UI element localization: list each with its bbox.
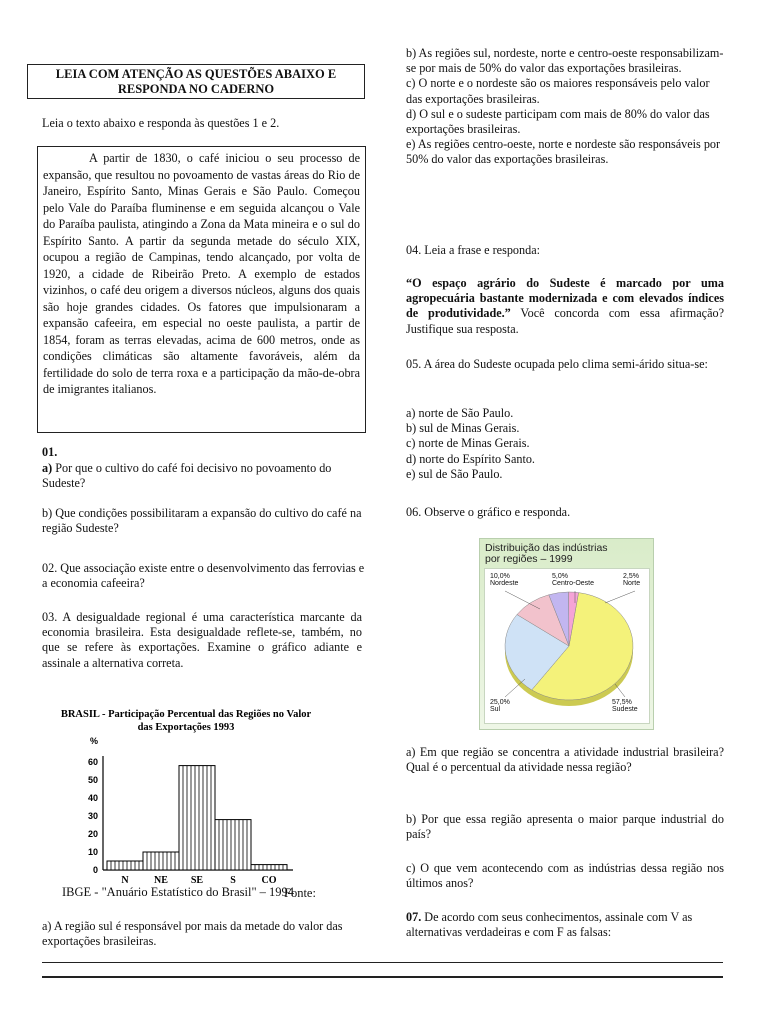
question-01	[42, 445, 365, 536]
bar-chart-ytick: 0	[92, 865, 98, 875]
reading-text-box	[37, 146, 366, 433]
question-04	[406, 276, 724, 337]
bar-chart-ytick: 50	[87, 775, 98, 785]
question-05-options	[406, 406, 724, 482]
pie-label-sul-pct: 25,0%	[490, 699, 510, 706]
pie-label-nordeste-pct: 10,0%	[490, 573, 510, 580]
bar-chart-ytick: 20	[87, 829, 98, 839]
question-01-a	[42, 461, 365, 491]
bar-co	[251, 865, 287, 870]
pie-chart-title-line2: por regiões – 1999	[485, 553, 573, 565]
question-05: 05. A área do Sudeste ocupada pelo clima semi-árido situa-se:	[406, 357, 708, 371]
bar-chart-ytick: 10	[87, 847, 98, 857]
divider-line-1	[42, 962, 723, 963]
reading-text: A partir de 1830, o café iniciou o seu processo de expansão, que resultou no povoamento de vastas áreas do Rio de Janeiro, Espírito Santo, Minas Gerais e São Paulo. Começou pelo Vale do Paraíba fluminense e em seguida alcançou o Vale do Paraíba paulista, atingindo a Zona da Mata mineira e o sul do Espírito Santo. A partir da segunda metade do século XIX, ocupou a região de Campinas, tendo alcançado, por volta de 1920, a cidade de Ribeirão Preto. A exemplo de estados vizinhos, o café deu origem a diversos núcleos, alguns dos quais são hoje grandes cidades. Os fatores que impulsionaram a expansão cafeeira, em especial no oeste paulista, a partir de 1854, foram as terras elevadas, acima de 600 metros, onde as condições climáticas são altamente favoráveis, além da fertilidade do solo de terra roxa e a participação da mão-de-obra de imigrantes italianos.	[43, 151, 360, 396]
bar-chart	[58, 703, 348, 885]
bar-chart-ytick: 40	[87, 793, 98, 803]
question-07-number: 07.	[406, 910, 422, 924]
bar-chart-title-line2: das Exportações 1993	[137, 722, 235, 733]
instructions-title-line1: LEIA COM ATENÇÃO AS QUESTÕES ABAIXO E	[55, 67, 337, 81]
question-04-rest: Você concorda com essa afirmação? Justifique sua resposta.	[406, 306, 724, 336]
pie-chart	[485, 569, 649, 723]
pie-chart-title-line1: Distribuição das indústrias	[485, 542, 608, 554]
bar-n	[107, 861, 143, 870]
pie-chart-inner	[484, 568, 650, 724]
instructions-title-line2: RESPONDA NO CADERNO	[117, 82, 275, 96]
question-03-option-b: b) As regiões sul, nordeste, norte e centro-oeste responsabilizam-se por mais de 50% do valor das exportações brasileiras.	[406, 46, 724, 76]
pie-label-co-pct: 5,0%	[552, 573, 568, 580]
pie-label-sudeste-name: Sudeste	[612, 706, 638, 713]
fonte-text: IBGE - "Anuário Estatístico do Brasil" – 1994	[62, 885, 295, 899]
divider-line-2	[42, 976, 723, 978]
bar-label-n: N	[121, 875, 129, 885]
bar-se	[179, 766, 215, 870]
question-06-a: a) Em que região se concentra a atividade industrial brasileira? Qual é o percentual da atividade nessa região?	[406, 745, 724, 775]
question-06-c: c) O que vem acontecendo com as indústrias dessa região nos últimos anos?	[406, 861, 724, 891]
question-03-option-c: c) O norte e o nordeste são os maiores responsáveis pelo valor das exportações brasileiras.	[406, 76, 710, 106]
pie-label-norte-name: Norte	[623, 580, 641, 587]
pie-leader-line	[505, 591, 540, 609]
pie-chart-panel	[479, 538, 654, 730]
question-07-text: De acordo com seus conhecimentos, assinale com V as alternativas verdadeiras e com F as falsas:	[406, 910, 693, 940]
question-04-intro: 04. Leia a frase e responda:	[406, 243, 540, 257]
question-05-option-d: d) norte do Espírito Santo.	[406, 451, 535, 466]
question-01-a-label: a)	[42, 461, 53, 476]
question-05-option-c: c) norte de Minas Gerais.	[406, 436, 530, 451]
bar-label-co: CO	[261, 875, 277, 885]
bar-chart-plot	[88, 756, 293, 885]
question-01-number: 01.	[42, 445, 58, 459]
bar-chart-unit: %	[90, 736, 99, 746]
pie-label-nordeste-name: Nordeste	[490, 580, 519, 587]
question-03-option-e: e) As regiões centro-oeste, norte e nordeste são responsáveis por 50% do valor das exportações brasileiras.	[406, 137, 721, 167]
bar-s	[215, 820, 251, 870]
bar-label-ne: NE	[154, 875, 168, 885]
bar-chart-ytick: 30	[87, 811, 98, 821]
question-01-b: b) Que condições possibilitaram a expansão do cultivo do café na região Sudeste?	[42, 505, 362, 535]
pie-label-sudeste-pct: 57,5%	[612, 699, 632, 706]
intro-text: Leia o texto abaixo e responda às questões 1 e 2.	[42, 116, 280, 130]
pie-label-norte-pct: 2,5%	[623, 573, 639, 580]
bar-label-s: S	[230, 875, 236, 885]
question-04-quote: “O espaço agrário do Sudeste é marcado por uma agropecuária bastante modernizada e com elevados índices de produtividade.”	[406, 276, 724, 321]
instructions-title-box	[27, 64, 365, 99]
question-05-option-a: a) norte de São Paulo.	[406, 406, 514, 420]
fonte-label: Fonte:	[284, 886, 316, 900]
pie-leader-line	[615, 684, 625, 697]
bar-ne	[143, 852, 179, 870]
question-05-option-b: b) sul de Minas Gerais.	[406, 421, 520, 436]
question-05-option-e: e) sul de São Paulo.	[406, 466, 503, 481]
question-06: 06. Observe o gráfico e responda.	[406, 505, 571, 519]
bar-label-se: SE	[190, 875, 204, 885]
bar-chart-ytick: 60	[87, 757, 98, 767]
question-03-option-a: a) A região sul é responsável por mais da metade do valor das exportações brasileiras.	[42, 919, 343, 949]
pie-label-sul-name: Sul	[490, 706, 501, 713]
question-03-options	[406, 46, 724, 168]
question-03: 03. A desigualdade regional é uma característica marcante da economia brasileira. Esta desigualdade reflete-se, também, no que se refere às exportações. Examine o gráfico adiante e assinale a alternativa correta.	[42, 610, 362, 670]
question-01-a-text: Por que o cultivo do café foi decisivo no povoamento do Sudeste?	[42, 461, 332, 491]
pie-chart-title	[485, 543, 608, 565]
question-06-b: b) Por que essa região apresenta o maior parque industrial do país?	[406, 812, 724, 842]
pie-label-co-name: Centro-Oeste	[552, 580, 595, 587]
question-02: 02. Que associação existe entre o desenvolvimento das ferrovias e a economia cafeeira?	[42, 561, 365, 591]
bar-chart-title-line1: BRASIL - Participação Percentual das Regiões no Valor	[60, 709, 312, 720]
pie-leader-line	[605, 591, 635, 603]
question-07	[406, 910, 724, 940]
question-03-option-d: d) O sul e o sudeste participam com mais de 80% do valor das exportações brasileiras.	[406, 106, 710, 137]
